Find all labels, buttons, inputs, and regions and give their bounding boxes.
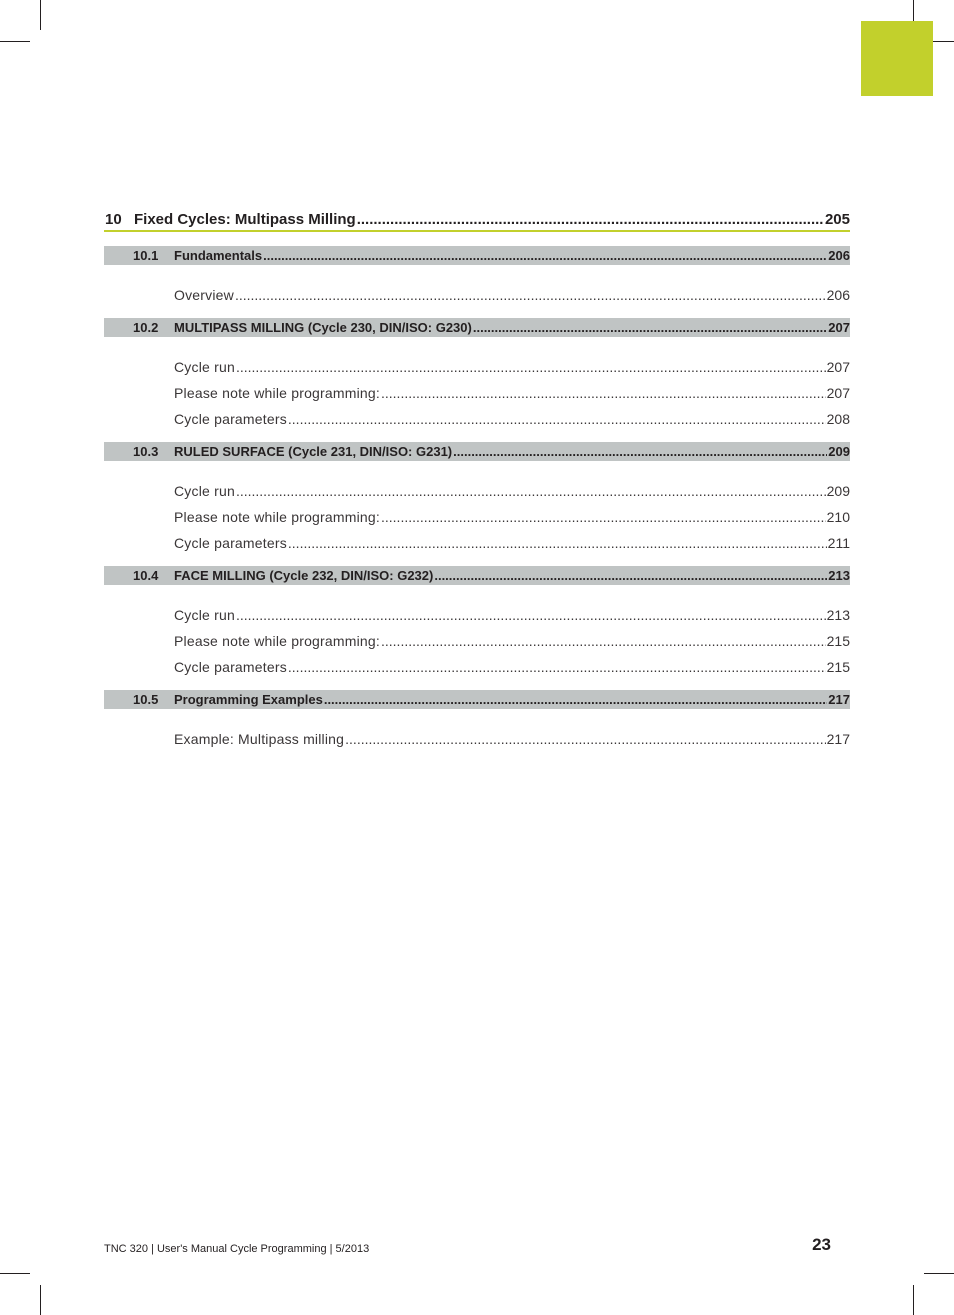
entry-title: Please note while programming:	[174, 509, 380, 525]
entry-title: Cycle parameters	[174, 659, 287, 675]
crop-mark	[0, 41, 30, 42]
section-number: 10.4	[133, 568, 159, 583]
crop-mark	[0, 1273, 30, 1274]
dot-leader	[235, 287, 826, 303]
dot-leader	[236, 483, 826, 499]
section-page: 209	[828, 444, 850, 459]
toc-section-10-5[interactable]	[104, 690, 850, 709]
toc-section-10-3[interactable]	[104, 442, 850, 461]
entry-title: Cycle parameters	[174, 535, 287, 551]
toc-entry[interactable]	[104, 282, 850, 308]
toc-sections	[104, 246, 850, 752]
dot-leader	[473, 320, 827, 335]
section-number: 10.3	[133, 444, 159, 459]
toc-entry[interactable]	[104, 406, 850, 432]
section-title: MULTIPASS MILLING (Cycle 230, DIN/ISO: G230)	[174, 320, 472, 335]
section-title: RULED SURFACE (Cycle 231, DIN/ISO: G231)	[174, 444, 453, 459]
crop-mark	[913, 1285, 914, 1315]
dot-leader	[345, 731, 825, 747]
chapter-number: 10	[105, 210, 122, 228]
dot-leader	[263, 248, 827, 263]
toc-entry[interactable]	[104, 726, 850, 752]
entry-page: 215	[826, 659, 850, 675]
entry-title: Cycle parameters	[174, 411, 287, 427]
chapter-heading[interactable]	[104, 208, 850, 232]
entry-title: Overview	[174, 287, 234, 303]
toc-section-10-1[interactable]	[104, 246, 850, 265]
dot-leader	[288, 411, 826, 427]
dot-leader	[453, 444, 827, 459]
section-page: 213	[828, 568, 850, 583]
entry-title: Cycle run	[174, 359, 235, 375]
entry-page: 208	[826, 411, 850, 427]
dot-leader	[434, 568, 827, 583]
entry-page: 209	[826, 483, 850, 499]
crop-mark	[924, 1273, 954, 1274]
dot-leader	[381, 509, 826, 525]
entry-title: Please note while programming:	[174, 633, 380, 649]
section-title: Fundamentals	[174, 248, 263, 263]
toc-entry[interactable]	[104, 380, 850, 406]
dot-leader	[288, 659, 826, 675]
entry-title: Example: Multipass milling	[174, 731, 345, 747]
page-number: 23	[812, 1235, 831, 1254]
entry-title: Cycle run	[174, 483, 235, 499]
entry-page: 211	[827, 535, 850, 551]
entry-page: 213	[826, 607, 850, 623]
section-title: Programming Examples	[174, 692, 323, 707]
section-number: 10.2	[133, 320, 159, 335]
entry-page: 215	[826, 633, 850, 649]
section-number: 10.5	[133, 692, 159, 707]
section-page: 207	[828, 320, 850, 335]
dot-leader	[381, 633, 826, 649]
chapter-page: 205	[824, 210, 850, 228]
entry-page: 207	[826, 359, 850, 375]
toc-entry[interactable]	[104, 354, 850, 380]
dot-leader	[288, 535, 827, 551]
entry-title: Cycle run	[174, 607, 235, 623]
entry-page: 217	[826, 731, 850, 747]
footer-text: TNC 320 | User's Manual Cycle Programming | 5/2013	[104, 1243, 370, 1255]
entry-title: Please note while programming:	[174, 385, 380, 401]
section-page: 206	[828, 248, 850, 263]
crop-mark	[40, 0, 41, 30]
dot-leader	[236, 359, 826, 375]
chapter-tab-marker	[861, 21, 933, 96]
section-number: 10.1	[133, 248, 159, 263]
toc-section-10-2[interactable]	[104, 318, 850, 337]
toc-entry[interactable]	[104, 628, 850, 654]
toc-entry[interactable]	[104, 478, 850, 504]
crop-mark	[40, 1285, 41, 1315]
toc-entry[interactable]	[104, 504, 850, 530]
toc-entry[interactable]	[104, 654, 850, 680]
dot-leader	[324, 692, 827, 707]
section-title: FACE MILLING (Cycle 232, DIN/ISO: G232)	[174, 568, 434, 583]
dot-leader	[357, 211, 824, 228]
toc-entry[interactable]	[104, 530, 850, 556]
section-page: 217	[828, 692, 850, 707]
toc-section-10-4[interactable]	[104, 566, 850, 585]
toc-entry[interactable]	[104, 602, 850, 628]
entry-page: 210	[826, 509, 850, 525]
chapter-title: Fixed Cycles: Multipass Milling	[134, 210, 356, 228]
table-of-contents	[104, 208, 850, 762]
dot-leader	[381, 385, 826, 401]
entry-page: 206	[826, 287, 850, 303]
entry-page: 207	[826, 385, 850, 401]
dot-leader	[236, 607, 826, 623]
